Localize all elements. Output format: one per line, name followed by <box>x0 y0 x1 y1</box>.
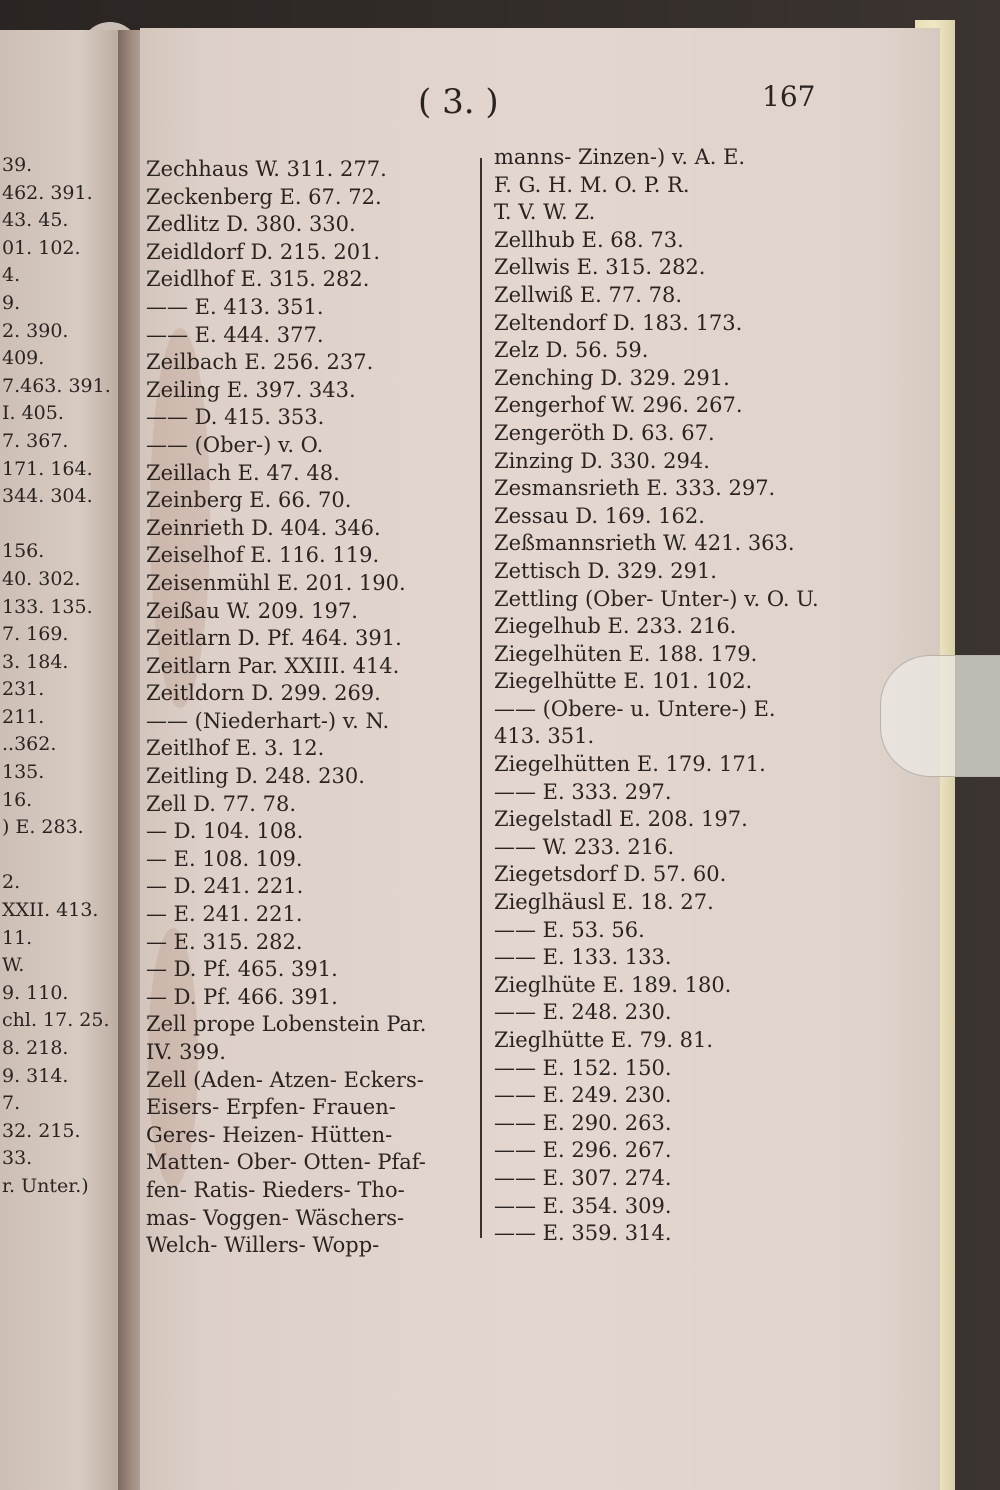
index-entry: Ziegelhütte E. 101. 102. <box>494 669 753 694</box>
index-entry: Zelz D. 56. 59. <box>494 338 649 363</box>
index-entry: 32. 215. <box>2 1119 81 1142</box>
index-entry: 39. <box>2 154 33 176</box>
index-entry: 43. 45. <box>2 209 69 232</box>
index-entry: W. <box>2 954 25 977</box>
index-entry: — D. 104. 108. <box>146 819 304 844</box>
index-entry: Zeinberg E. 66. 70. <box>146 488 352 513</box>
index-entry: 01. 102. <box>2 236 81 259</box>
index-entry: —— W. 233. 216. <box>494 834 675 859</box>
index-entry: Zeisenmühl E. 201. 190. <box>146 570 406 595</box>
index-entry: Zedlitz D. 380. 330. <box>146 212 356 237</box>
index-entry: Zeitling D. 248. 230. <box>146 764 365 789</box>
index-entry: — E. 241. 221. <box>146 902 303 927</box>
index-entry: Zeckenberg E. 67. 72. <box>146 184 382 209</box>
index-entry: 9. 314. <box>2 1064 69 1087</box>
index-column-right <box>494 144 819 1248</box>
index-entry: Ziegelhütten E. 179. 171. <box>494 752 766 777</box>
index-entry: XXII. 413. <box>2 899 99 922</box>
page-header-title: ( 3. ) <box>418 82 499 122</box>
index-entry: —— D. 415. 353. <box>146 405 325 430</box>
index-entry: Zeidlhof E. 315. 282. <box>146 267 370 292</box>
index-entry: — E. 108. 109. <box>146 846 303 871</box>
index-entry: 7. 367. <box>2 429 69 452</box>
index-entry: 40. 302. <box>2 567 81 590</box>
index-entry: —— E. 333. 297. <box>494 779 672 804</box>
index-entry: T. V. W. Z. <box>494 200 596 225</box>
index-entry: —— E. 248. 230. <box>494 1000 672 1025</box>
index-entry: Zell prope Lobenstein Par. <box>146 1012 427 1037</box>
index-entry: —— E. 307. 274. <box>494 1165 672 1190</box>
index-entry: — D. 241. 221. <box>146 874 304 899</box>
index-entry: Zeidldorf D. 215. 201. <box>146 239 381 264</box>
index-entry: 7. <box>2 1092 21 1115</box>
index-entry: —— E. 133. 133. <box>494 945 672 970</box>
index-entry: 462. 391. <box>2 181 93 204</box>
index-entry: 9. 110. <box>2 981 69 1004</box>
index-entry: 11. <box>2 926 33 949</box>
index-entry: —— E. 359. 314. <box>494 1221 672 1246</box>
index-entry: Zeitlarn D. Pf. 464. 391. <box>146 626 402 651</box>
column-divider <box>480 158 482 1238</box>
index-entry: 409. <box>2 347 45 370</box>
index-entry: r. Unter.) <box>2 1174 89 1197</box>
index-entry: mas- Voggen- Wäschers- <box>146 1205 405 1230</box>
index-entry: ) E. 283. <box>2 816 84 839</box>
index-entry: Ziegelhub E. 233. 216. <box>494 614 737 639</box>
index-entry: Zieglhüte E. 189. 180. <box>494 972 732 997</box>
index-entry: Geres- Heizen- Hütten- <box>146 1122 393 1147</box>
index-entry: Zeßmannsrieth W. 421. 363. <box>494 531 795 556</box>
index-entry: 135. <box>2 761 45 784</box>
index-entry: —— E. 296. 267. <box>494 1138 672 1163</box>
index-column-left <box>146 156 426 1260</box>
index-entry: Zeitlarn Par. XXIII. 414. <box>146 653 400 678</box>
index-entry: —— (Ober-) v. O. <box>146 432 324 457</box>
index-entry <box>2 842 111 870</box>
index-entry: I. 405. <box>2 402 64 425</box>
index-entry: 156. <box>2 540 45 563</box>
index-entry: Zeitlhof E. 3. 12. <box>146 736 325 761</box>
index-entry: Zeitldorn D. 299. 269. <box>146 681 381 706</box>
bookmark-tab <box>880 655 1000 777</box>
index-entry: Zeinrieth D. 404. 346. <box>146 515 381 540</box>
index-entry: —— E. 444. 377. <box>146 322 324 347</box>
index-entry: Zeltendorf D. 183. 173. <box>494 310 743 335</box>
index-entry: Zeiselhof E. 116. 119. <box>146 543 380 568</box>
index-entry: Matten- Ober- Otten- Pfaf- <box>146 1150 426 1175</box>
index-entry: —— E. 249. 230. <box>494 1083 672 1108</box>
index-entry: chl. 17. 25. <box>2 1009 110 1032</box>
index-entry: —— E. 53. 56. <box>494 917 645 942</box>
index-entry: 9. <box>2 291 21 314</box>
index-entry: Ziegetsdorf D. 57. 60. <box>494 862 727 887</box>
index-entry: 7.463. 391. <box>2 374 111 397</box>
index-entry: F. G. H. M. O. P. R. <box>494 172 690 197</box>
index-entry: 133. 135. <box>2 595 93 618</box>
index-entry: 2. 390. <box>2 319 69 342</box>
index-entry: fen- Ratis- Rieders- Tho- <box>146 1177 405 1202</box>
index-entry: —— (Obere- u. Untere-) E. <box>494 696 776 721</box>
index-entry: Zell (Aden- Atzen- Eckers- <box>146 1067 424 1092</box>
index-entry: 211. <box>2 705 45 728</box>
index-entry: Zengerhof W. 296. 267. <box>494 393 743 418</box>
index-entry: 8. 218. <box>2 1037 69 1059</box>
index-entry: Zieglhäusl E. 18. 27. <box>494 890 714 915</box>
index-entry: Zenching D. 329. 291. <box>494 365 730 390</box>
index-entry: Zeißau W. 209. 197. <box>146 598 358 623</box>
index-entry: IV. 399. <box>146 1040 226 1064</box>
index-entry: 231. <box>2 678 45 701</box>
index-entry: Eisers- Erpfen- Frauen- <box>146 1095 396 1120</box>
index-entry: Zellwis E. 315. 282. <box>494 255 706 280</box>
index-entry: Zellhub E. 68. 73. <box>494 227 684 252</box>
index-entry: —— E. 413. 351. <box>146 294 324 319</box>
index-entry: Zeillach E. 47. 48. <box>146 460 340 485</box>
index-entry: 7. 169. <box>2 623 69 646</box>
index-entry: Zettling (Ober- Unter-) v. O. U. <box>494 586 819 611</box>
index-entry: — E. 315. 282. <box>146 929 303 954</box>
index-entry <box>2 511 111 539</box>
index-entry: Zechhaus W. 311. 277. <box>146 157 387 181</box>
index-entry: —— (Niederhart-) v. N. <box>146 708 390 733</box>
index-entry: —— E. 290. 263. <box>494 1110 672 1135</box>
index-entry: Zell D. 77. 78. <box>146 791 297 816</box>
index-entry: Ziegelhüten E. 188. 179. <box>494 641 758 666</box>
index-entry: Zinzing D. 330. 294. <box>494 448 710 473</box>
index-entry: Welch- Willers- Wopp- <box>146 1233 380 1258</box>
index-entry: 4. <box>2 264 21 287</box>
left-page-text-fragments <box>2 152 111 1201</box>
index-entry: 16. <box>2 788 33 811</box>
index-entry: Zengeröth D. 63. 67. <box>494 420 715 445</box>
index-entry: 2. <box>2 871 21 894</box>
index-entry: —— E. 354. 309. <box>494 1193 672 1218</box>
index-entry: Ziegelstadl E. 208. 197. <box>494 807 748 832</box>
index-entry: Zeiling E. 397. 343. <box>146 377 356 402</box>
index-entry: 171. 164. <box>2 457 93 480</box>
index-entry: Zessau D. 169. 162. <box>494 503 705 528</box>
page-number: 167 <box>762 80 816 113</box>
index-entry: Zesmansrieth E. 333. 297. <box>494 476 776 501</box>
index-entry: Zettisch D. 329. 291. <box>494 558 717 583</box>
index-entry: 344. 304. <box>2 485 93 508</box>
index-entry: —— E. 152. 150. <box>494 1055 672 1080</box>
index-entry: 413. 351. <box>494 724 595 749</box>
index-entry: Zellwiß E. 77. 78. <box>494 282 682 307</box>
index-entry: ..362. <box>2 733 57 756</box>
index-entry: manns- Zinzen-) v. A. E. <box>494 145 746 169</box>
index-entry: — D. Pf. 465. 391. <box>146 957 338 982</box>
index-entry: 3. 184. <box>2 650 69 673</box>
index-entry: Zieglhütte E. 79. 81. <box>494 1028 714 1052</box>
index-entry: Zeilbach E. 256. 237. <box>146 350 374 375</box>
index-entry: 33. <box>2 1147 33 1170</box>
index-entry: — D. Pf. 466. 391. <box>146 984 338 1009</box>
